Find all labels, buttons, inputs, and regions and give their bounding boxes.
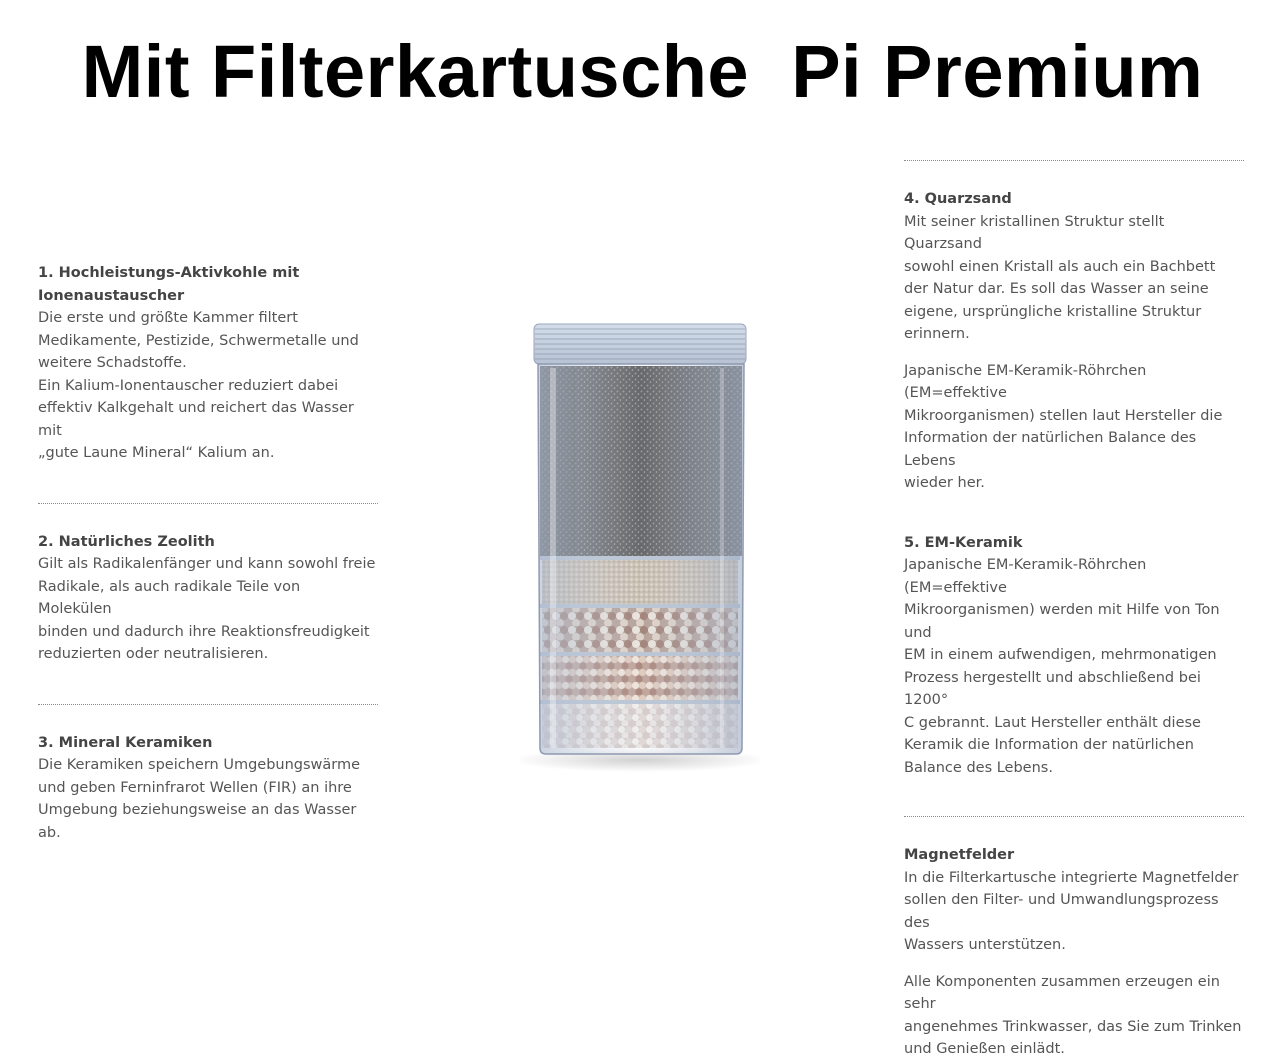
section-mineral-ceramics (38, 732, 378, 845)
text-line: Radikale, als auch radikale Teile von Molekülen (38, 578, 301, 617)
dotted-divider (38, 704, 378, 705)
section-text (904, 971, 1244, 1061)
text-line: weitere Schadstoffe. (38, 355, 187, 371)
section-text (904, 360, 1244, 495)
text-line: Balance des Lebens. (904, 759, 1053, 776)
dotted-divider (904, 816, 1244, 817)
section-text (904, 211, 1244, 346)
section-em-ceramics (904, 532, 1244, 780)
page-title: Mit Filterkartusche Pi Premium (81, 30, 1204, 113)
text-line: Ein Kalium-Ionentauscher reduziert dabei (38, 377, 339, 394)
section-text (904, 867, 1244, 957)
text-line: Alle Komponenten zusammen erzeugen ein sehr (904, 973, 1220, 1012)
right-column (904, 160, 1244, 1061)
text-line: Mikroorganismen) stellen laut Hersteller die (904, 407, 1223, 424)
spacer (904, 495, 1244, 532)
text-line: Mikroorganismen) werden mit Hilfe von Ton und (904, 602, 1220, 641)
text-line: „gute Laune Mineral“ Kalium an. (38, 445, 275, 461)
section-quartz-sand (904, 188, 1244, 495)
text-line: sowohl einen Kristall als auch ein Bachbett (904, 258, 1216, 275)
text-line: Information der natürlichen Balance des Lebens (904, 430, 1197, 469)
text-line: Prozess hergestellt und abschließend bei 1200° (904, 669, 1201, 708)
section-title: 4. Quarzsand (904, 191, 1012, 207)
section-text (38, 754, 378, 844)
text-line: angenehmes Trinkwasser, das Sie zum Trinken (904, 1018, 1242, 1035)
text-line: Umgebung beziehungsweise an das Wasser ab. (38, 802, 357, 841)
dotted-divider (904, 160, 1244, 161)
section-title: 3. Mineral Keramiken (38, 734, 213, 751)
section-activated-carbon (38, 262, 378, 465)
text-line: erinnern. (904, 326, 970, 342)
section-text (38, 307, 378, 465)
section-text (38, 553, 378, 666)
text-line: eigene, ursprüngliche kristalline Struktur (904, 303, 1202, 320)
left-column (38, 262, 378, 844)
text-line: sollen den Filter- und Umwandlungsprozess des (904, 892, 1219, 931)
text-line: EM in einem aufwendigen, mehrmonatigen (904, 647, 1217, 663)
text-line: Keramik die Information der natürlichen (904, 737, 1194, 753)
title-line: 1. Hochleistungs-Aktivkohle mit (38, 265, 300, 281)
filter-cartridge-image (520, 318, 760, 778)
section-title: 2. Natürliches Zeolith (38, 533, 215, 550)
section-title: Magnetfelder (904, 847, 1015, 863)
dotted-divider (38, 503, 378, 504)
section-title (38, 262, 378, 307)
text-line: Japanische EM-Keramik-Röhrchen (EM=effektive (904, 362, 1147, 401)
text-line: In die Filterkartusche integrierte Magnetfelder (904, 869, 1239, 886)
text-line: effektiv Kalkgehalt und reichert das Wasser mit (38, 400, 354, 439)
section-zeolite (38, 531, 378, 666)
text-line: der Natur dar. Es soll das Wasser an seine (904, 281, 1209, 297)
text-line: Medikamente, Pestizide, Schwermetalle und (38, 332, 359, 349)
title-line: Ionenaustauscher (38, 287, 185, 304)
text-line: Gilt als Radikalenfänger und kann sowohl freie (38, 556, 376, 572)
text-line: Die erste und größte Kammer filtert (38, 310, 298, 326)
text-line: reduzierten oder neutralisieren. (38, 646, 269, 662)
text-line: und geben Ferninfrarot Wellen (FIR) an ihre (38, 779, 352, 796)
text-line: Die Keramiken speichern Umgebungswärme (38, 757, 361, 773)
text-line: Wassers unterstützen. (904, 937, 1066, 953)
text-line: binden und dadurch ihre Reaktionsfreudigkeit (38, 623, 370, 640)
section-magnetic-fields (904, 844, 1244, 1061)
text-line: wieder her. (904, 475, 985, 491)
text-line: und Genießen einlädt. (904, 1041, 1065, 1057)
section-title: 5. EM-Keramik (904, 534, 1023, 551)
text-line: Japanische EM-Keramik-Röhrchen (EM=effektive (904, 557, 1147, 596)
text-line: Mit seiner kristallinen Struktur stellt Quarzsand (904, 213, 1165, 252)
section-text (904, 554, 1244, 779)
text-line: C gebrannt. Laut Hersteller enthält diese (904, 714, 1201, 731)
